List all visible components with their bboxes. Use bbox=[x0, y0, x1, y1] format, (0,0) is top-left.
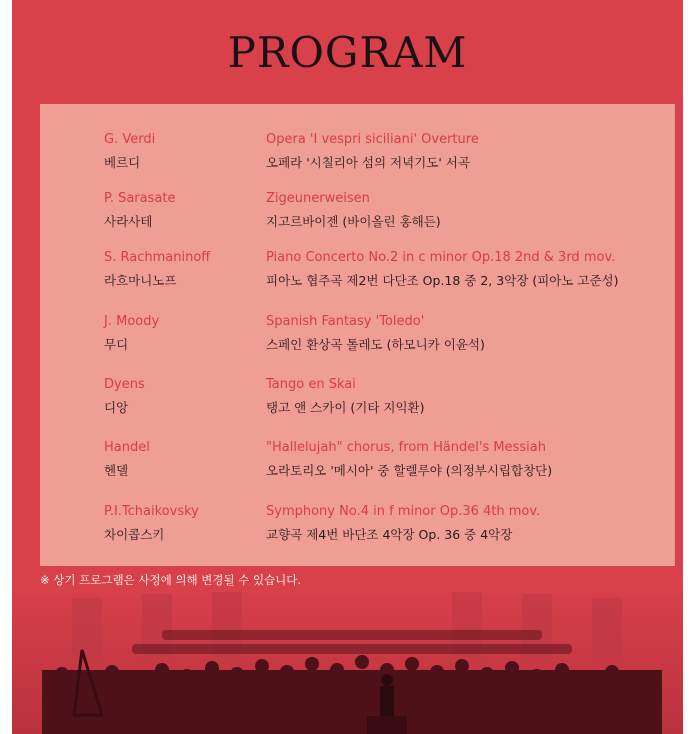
work-title-ko: 교향곡 제4번 바단조 4악장 Op. 36 중 4악장 bbox=[266, 527, 513, 542]
program-item bbox=[40, 377, 675, 421]
change-notice: ※ 상기 프로그램은 사정에 의해 변경될 수 있습니다. bbox=[40, 573, 302, 587]
composer-name-ko: 사라사테 bbox=[104, 214, 153, 229]
work-title-ko: 피아노 협주곡 제2번 다단조 Op.18 중 2, 3악장 (피아노 고준성) bbox=[266, 273, 619, 288]
work-title-en: Spanish Fantasy 'Toledo' bbox=[266, 314, 425, 329]
work-title-ko: 탱고 앤 스카이 (기타 지익환) bbox=[266, 400, 425, 415]
work-title-ko: 스페인 환상곡 톨레도 (하모니카 이윤석) bbox=[266, 337, 485, 352]
composer-name-ko: 헨델 bbox=[104, 463, 129, 478]
composer-name-ko: 차이콥스키 bbox=[104, 527, 165, 542]
program-item bbox=[40, 504, 675, 548]
work-title-en: "Hallelujah" chorus, from Händel's Messiah bbox=[266, 440, 546, 455]
work-title-ko: 오페라 '시칠리아 섬의 저녁기도' 서곡 bbox=[266, 155, 470, 170]
composer-name-en: Dyens bbox=[104, 377, 145, 392]
program-panel bbox=[40, 104, 675, 566]
work-title-ko: 지고르바이젠 (바이올린 홍해든) bbox=[266, 214, 441, 229]
composer-name-en: S. Rachmaninoff bbox=[104, 250, 211, 265]
composer-name-en: P. Sarasate bbox=[104, 191, 176, 206]
composer-name-en: Handel bbox=[104, 440, 150, 455]
composer-name-en: G. Verdi bbox=[104, 132, 156, 147]
program-item bbox=[40, 440, 675, 484]
composer-name-ko: 디앙 bbox=[104, 400, 129, 415]
program-item bbox=[40, 132, 675, 176]
program-item bbox=[40, 314, 675, 358]
composer-name-ko: 무디 bbox=[104, 337, 129, 352]
composer-name-en: P.I.Tchaikovsky bbox=[104, 504, 199, 519]
work-title-en: Symphony No.4 in f minor Op.36 4th mov. bbox=[266, 504, 541, 519]
program-item bbox=[40, 191, 675, 235]
composer-name-en: J. Moody bbox=[104, 314, 160, 329]
work-title-en: Tango en Skai bbox=[266, 377, 356, 392]
page-title: PROGRAM bbox=[227, 28, 468, 77]
program-item bbox=[40, 250, 675, 294]
work-title-en: Piano Concerto No.2 in c minor Op.18 2nd & 3rd mov. bbox=[266, 250, 616, 265]
composer-name-ko: 라흐마니노프 bbox=[104, 273, 177, 288]
orchestra-photo bbox=[12, 590, 683, 734]
work-title-en: Zigeunerweisen bbox=[266, 191, 370, 206]
work-title-en: Opera 'I vespri siciliani' Overture bbox=[266, 132, 479, 147]
work-title-ko: 오라토리오 '메시아' 중 할렐루야 (의정부시립합창단) bbox=[266, 463, 553, 478]
program-poster bbox=[12, 0, 683, 734]
composer-name-ko: 베르디 bbox=[104, 155, 141, 170]
